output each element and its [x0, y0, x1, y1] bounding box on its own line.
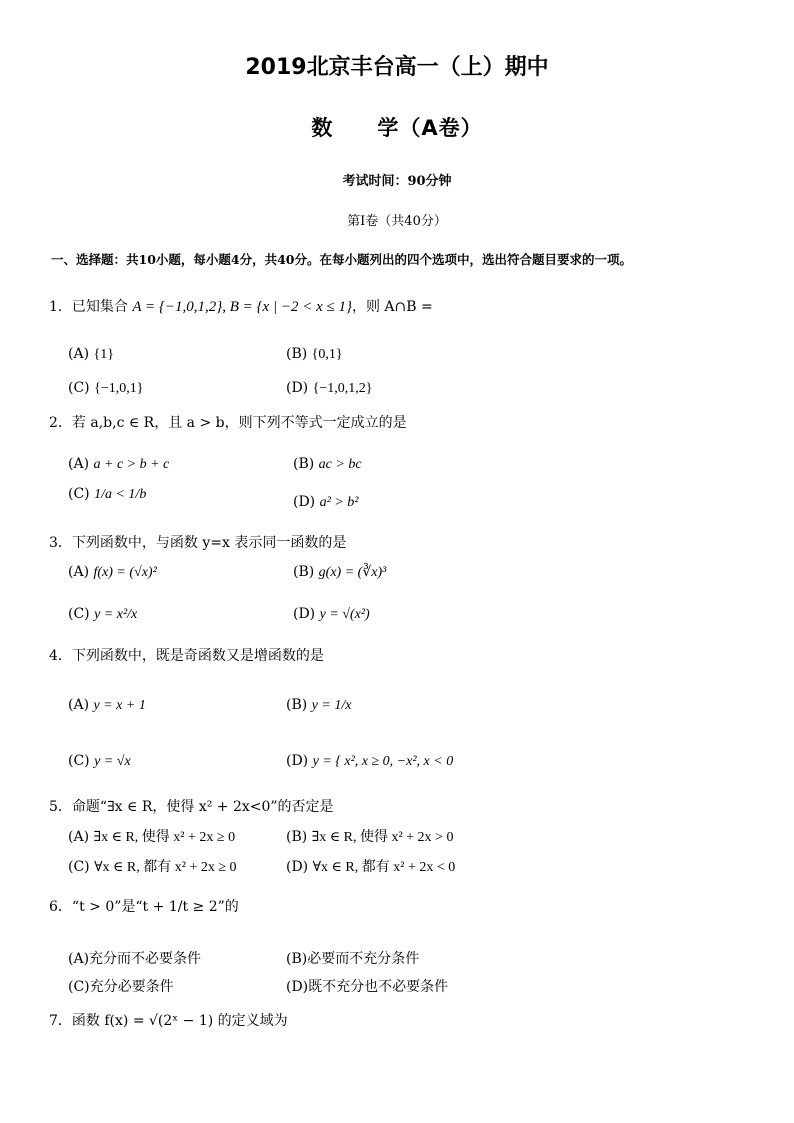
option-text: ∀x ∈ R, 都有 x² + 2x ≥ 0 [94, 860, 237, 875]
option-label: (D) [293, 606, 316, 622]
option-label: (A) [68, 829, 90, 845]
option-text: 既不充分也不必要条件 [308, 979, 449, 995]
option-d[interactable] [293, 606, 370, 623]
question-stem-tail: ，则 A∩B = [351, 299, 433, 315]
option-c[interactable] [68, 976, 174, 996]
option-d[interactable] [286, 753, 453, 770]
question-number: 6． [49, 899, 72, 915]
question-4 [49, 645, 324, 665]
option-label: (B) [286, 829, 308, 845]
option-label: (C) [68, 486, 90, 502]
option-text: y = x²/x [94, 607, 138, 622]
option-label: (C) [68, 859, 90, 875]
exam-subject: 数 学（A卷） [311, 116, 483, 140]
option-text: f(x) = (√x)² [93, 565, 157, 580]
option-text: y = √(x²) [319, 607, 370, 622]
option-c[interactable] [68, 856, 237, 876]
exam-title: 2019北京丰台高一（上）期中 [245, 55, 549, 80]
option-text: {1} [93, 347, 114, 362]
option-label: (A) [68, 564, 90, 580]
question-stem: “t > 0”是“t + 1/t ≥ 2”的 [71, 899, 239, 915]
option-text: {−1,0,1} [94, 381, 144, 396]
option-label: (C) [68, 380, 90, 396]
option-b[interactable] [293, 564, 386, 581]
option-text: a + c > b + c [93, 457, 170, 472]
question-stem: 若 a,b,c ∈ R，且 a > b，则下列不等式一定成立的是 [71, 415, 407, 431]
exam-time: 考试时间：90分钟 [342, 174, 452, 189]
option-text: {−1,0,1,2} [312, 381, 373, 396]
option-text: 充分而不必要条件 [89, 951, 202, 967]
option-text: g(x) = (∛x)³ [318, 565, 387, 580]
option-label: (D) [286, 380, 309, 396]
option-label: (A) [68, 346, 90, 362]
option-a[interactable] [68, 697, 146, 714]
option-text: y = x + 1 [93, 698, 146, 713]
option-text: {0,1} [311, 347, 343, 362]
option-b[interactable] [286, 948, 419, 968]
option-label: (C) [68, 753, 90, 769]
part-heading: 第Ⅰ卷（共40分） [347, 214, 447, 229]
option-text: y = 1/x [311, 698, 352, 713]
question-math: A = {−1,0,1,2}, B = {x | −2 < x ≤ 1} [132, 299, 352, 315]
option-text: a² > b² [319, 495, 359, 510]
option-label: (B) [286, 346, 308, 362]
option-text: 必要而不充分条件 [307, 951, 420, 967]
option-label: (B) [286, 697, 308, 713]
question-number: 2． [49, 415, 72, 431]
option-b[interactable] [286, 826, 453, 846]
option-text: y = { x², x ≥ 0, −x², x < 0 [312, 754, 454, 769]
option-label: (A) [68, 951, 90, 967]
option-text: ∃x ∈ R, 使得 x² + 2x ≥ 0 [93, 830, 236, 845]
option-label: (D) [286, 979, 309, 995]
option-label: (D) [286, 753, 309, 769]
option-text: 1/a < 1/b [94, 487, 147, 502]
section-heading: 一、选择题：共10小题，每小题4分，共40分。在每小题列出的四个选项中，选出符合题目要求的一项。 [51, 252, 632, 267]
option-text: ac > bc [318, 457, 362, 472]
option-label: (C) [68, 979, 90, 995]
question-3 [49, 532, 346, 552]
question-number: 7． [49, 1013, 72, 1029]
option-a[interactable] [68, 456, 169, 473]
question-stem: 函数 f(x) = √(2ˣ − 1) 的定义域为 [71, 1013, 288, 1029]
option-label: (B) [286, 951, 308, 967]
question-5 [49, 796, 334, 816]
question-number: 5． [49, 799, 72, 815]
question-number: 3． [49, 535, 72, 551]
option-text: ∀x ∈ R, 都有 x² + 2x < 0 [312, 860, 456, 875]
question-number: 4． [49, 648, 72, 664]
question-stem: 命题“∃x ∈ R，使得 x² + 2x<0”的否定是 [71, 799, 334, 815]
option-c[interactable] [68, 486, 146, 503]
option-a[interactable] [68, 564, 157, 581]
option-text: y = √x [94, 754, 131, 769]
option-label: (B) [293, 456, 315, 472]
option-d[interactable] [286, 380, 372, 397]
option-a[interactable] [68, 948, 201, 968]
question-stem: 下列函数中，与函数 y=x 表示同一函数的是 [71, 535, 347, 551]
option-label: (B) [293, 564, 315, 580]
option-d[interactable] [286, 856, 455, 876]
option-c[interactable] [68, 380, 143, 397]
option-d[interactable] [293, 494, 358, 511]
question-2 [49, 412, 407, 432]
option-b[interactable] [286, 697, 351, 714]
question-number: 1． [49, 299, 72, 315]
option-label: (D) [293, 494, 316, 510]
option-b[interactable] [286, 346, 343, 363]
question-6 [49, 896, 239, 916]
option-b[interactable] [293, 456, 362, 473]
option-text: ∃x ∈ R, 使得 x² + 2x > 0 [311, 830, 454, 845]
option-a[interactable] [68, 346, 114, 363]
option-label: (A) [68, 456, 90, 472]
question-7 [49, 1010, 288, 1030]
option-label: (D) [286, 859, 309, 875]
option-text: 充分必要条件 [89, 979, 174, 995]
question-1 [49, 296, 433, 316]
question-stem: 已知集合 [71, 299, 128, 315]
option-d[interactable] [286, 976, 448, 996]
option-c[interactable] [68, 606, 137, 623]
option-label: (A) [68, 697, 90, 713]
option-c[interactable] [68, 753, 131, 770]
option-label: (C) [68, 606, 90, 622]
option-a[interactable] [68, 826, 235, 846]
question-stem: 下列函数中，既是奇函数又是增函数的是 [71, 648, 324, 664]
